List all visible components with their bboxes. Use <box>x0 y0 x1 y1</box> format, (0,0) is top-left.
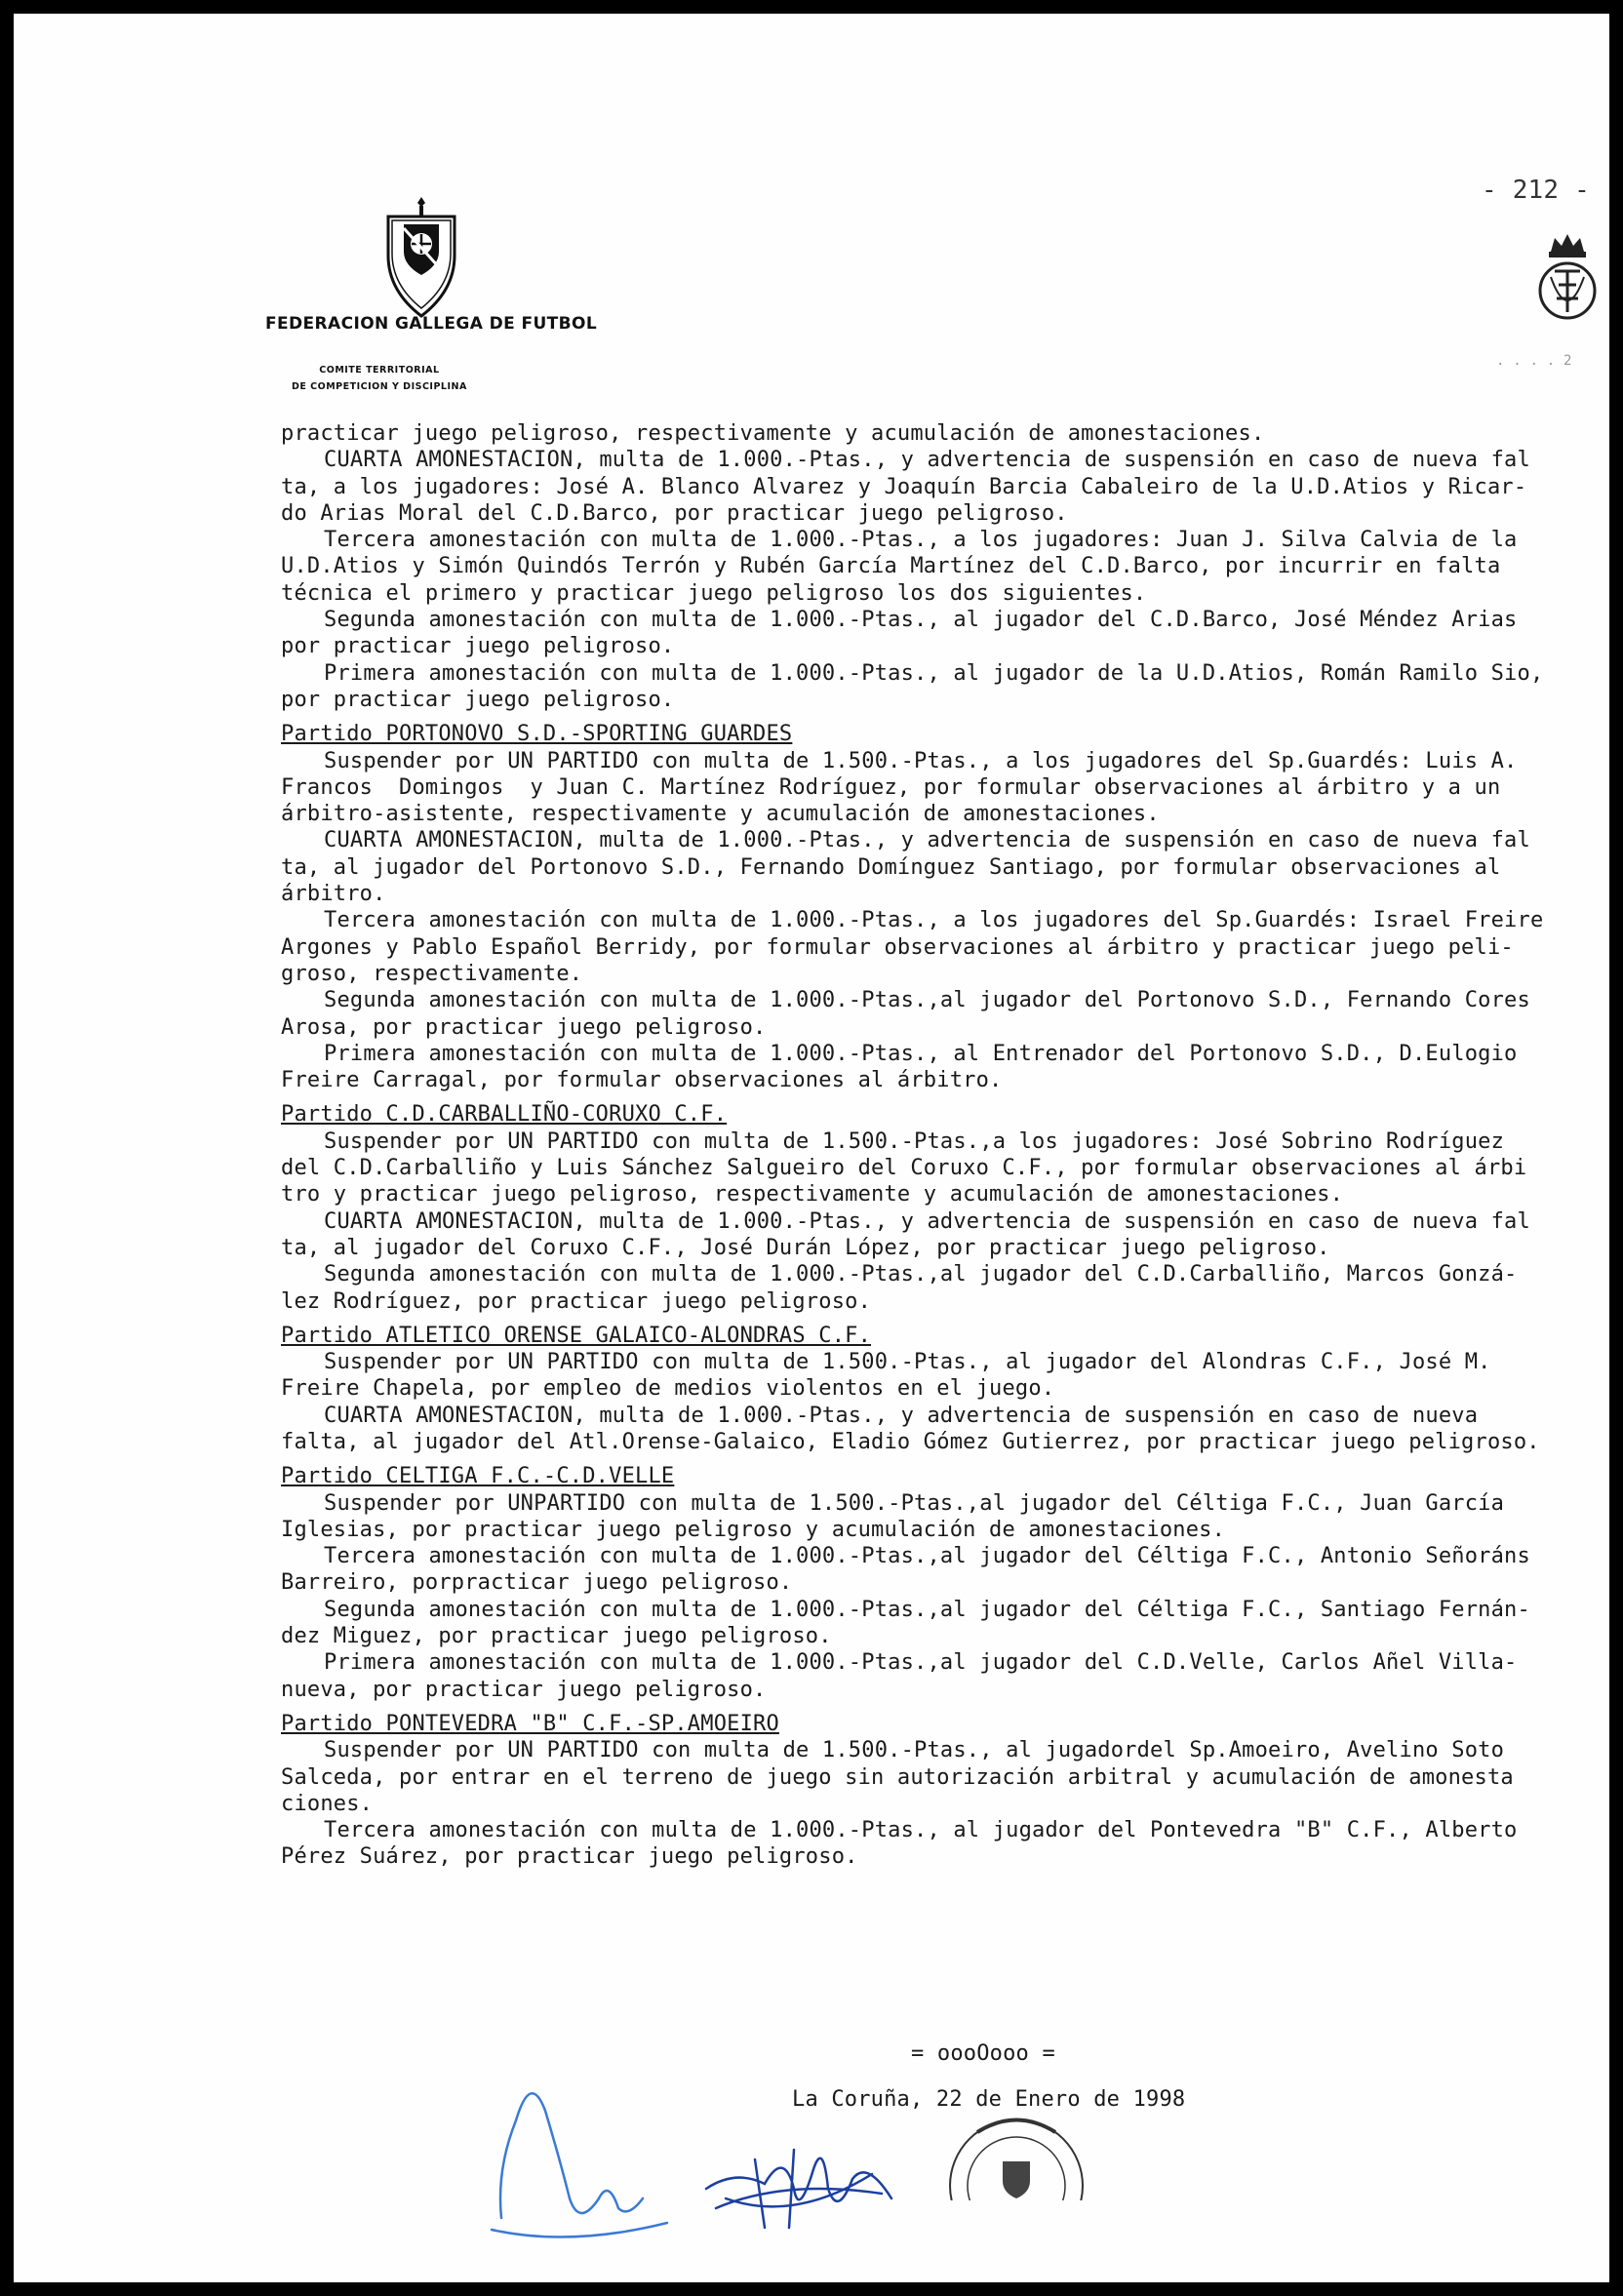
text-line: Freire Chapela, por empleo de medios violentos en el juego. <box>281 1376 1055 1402</box>
text-line: Segunda amonestación con multa de 1.000.-Ptas.,al jugador del Céltiga F.C., Santiago Fernán- <box>324 1597 1530 1622</box>
committee-name <box>292 362 467 395</box>
text-line: groso, respectivamente. <box>281 961 583 986</box>
text-line: CUARTA AMONESTACION, multa de 1.000.-Ptas., y advertencia de suspensión en caso de nueva fal <box>324 828 1530 853</box>
federation-shield-icon <box>382 195 460 318</box>
text-line: dez Miguez, por practicar juego peligroso. <box>281 1624 832 1649</box>
text-line: practicar juego peligroso, respectivamente y acumulación de amonestaciones. <box>281 421 1265 446</box>
text-line: ta, al jugador del Portonovo S.D., Fernando Domínguez Santiago, por formular observaciones al <box>281 854 1501 880</box>
text-line: CUARTA AMONESTACION, multa de 1.000.-Ptas., y advertencia de suspensión en caso de nueva fal <box>324 448 1530 473</box>
text-line: del C.D.Carballiño y Luis Sánchez Salgueiro del Coruxo C.F., por formular observaciones al árbi <box>281 1156 1527 1181</box>
text-line: do Arias Moral del C.D.Barco, por practicar juego peligroso. <box>281 500 1068 526</box>
text-line: ciones. <box>281 1791 374 1816</box>
text-line: por practicar juego peligroso. <box>281 687 675 712</box>
sheet <box>14 14 1609 2282</box>
text-line: árbitro. <box>281 882 386 907</box>
text-line: CUARTA AMONESTACION, multa de 1.000.-Ptas., y advertencia de suspensión en caso de nueva fal <box>324 1208 1530 1234</box>
text-line: ta, al jugador del Coruxo C.F., José Durán López, por practicar juego peligroso. <box>281 1235 1330 1260</box>
text-line: ta, a los jugadores: José A. Blanco Alvarez y Joaquín Barcia Cabaleiro de la U.D.Atios y Ricar- <box>281 474 1527 499</box>
text-line: tro y practicar juego peligroso, respectivamente y acumulación de amonestaciones. <box>281 1182 1344 1207</box>
place-date: La Coruña, 22 de Enero de 1998 <box>792 2087 1186 2112</box>
text-line: Iglesias, por practicar juego peligroso y acumulación de amonestaciones. <box>281 1517 1226 1542</box>
signature-1 <box>472 2052 677 2247</box>
document-body <box>281 420 1543 1871</box>
text-line: Barreiro, porpracticar juego peligroso. <box>281 1570 793 1596</box>
crown-crest-icon <box>1533 230 1602 324</box>
committee-line-1: COMITE TERRITORIAL <box>319 365 440 376</box>
match-heading: Partido CELTIGA F.C.-C.D.VELLE <box>281 1464 675 1489</box>
text-line: falta, al jugador del Atl.Orense-Galaico, Eladio Gómez Gutierrez, por practicar juego peligroso. <box>281 1429 1540 1454</box>
federation-stamp <box>919 2093 1085 2200</box>
federation-name: FEDERACION GALLEGA DE FUTBOL <box>265 314 598 334</box>
text-line: nueva, por practicar juego peligroso. <box>281 1677 767 1702</box>
signature-2 <box>696 2130 901 2237</box>
text-line: técnica el primero y practicar juego peligroso los dos siguientes. <box>281 580 1147 606</box>
text-line: Primera amonestación con multa de 1.000.-Ptas., al jugador de la U.D.Atios, Román Ramilo Sio, <box>324 660 1544 686</box>
text-line: Primera amonestación con multa de 1.000.-Ptas., al Entrenador del Portonovo S.D., D.Eulogio <box>324 1041 1518 1066</box>
text-line: Segunda amonestación con multa de 1.000.-Ptas.,al jugador del C.D.Carballiño, Marcos Gonzá- <box>324 1262 1518 1287</box>
separator: = oooOooo = <box>911 2041 1055 2066</box>
text-line: Suspender por UN PARTIDO con multa de 1.500.-Ptas., al jugadordel Sp.Amoeiro, Avelino Soto <box>324 1738 1505 1763</box>
text-line: Primera amonestación con multa de 1.000.-Ptas.,al jugador del C.D.Velle, Carlos Añel Villa- <box>324 1650 1518 1676</box>
text-line: Arosa, por practicar juego peligroso. <box>281 1014 767 1040</box>
text-line: Suspender por UN PARTIDO con multa de 1.500.-Ptas.,a los jugadores: José Sobrino Rodríguez <box>324 1128 1505 1154</box>
text-line: lez Rodríguez, por practicar juego peligroso. <box>281 1288 872 1314</box>
match-heading: Partido PONTEVEDRA "B" C.F.-SP.AMOEIRO <box>281 1711 779 1736</box>
committee-line-2: DE COMPETICION Y DISCIPLINA <box>292 381 467 392</box>
text-line: Freire Carragal, por formular observaciones al árbitro. <box>281 1068 1003 1093</box>
text-line: Suspender por UN PARTIDO con multa de 1.500.-Ptas., a los jugadores del Sp.Guardés: Luis A. <box>324 748 1518 773</box>
match-heading: Partido C.D.CARBALLIÑO-CORUXO C.F. <box>281 1102 728 1128</box>
text-line: Salceda, por entrar en el terreno de juego sin autorización arbitral y acumulación de amonesta <box>281 1764 1514 1790</box>
text-line: Segunda amonestación con multa de 1.000.-Ptas.,al jugador del Portonovo S.D., Fernando Cores <box>324 988 1530 1013</box>
text-line: Tercera amonestación con multa de 1.000.-Ptas., a los jugadores: Juan J. Silva Calvia de la <box>324 528 1518 553</box>
text-line: Segunda amonestación con multa de 1.000.-Ptas., al jugador del C.D.Barco, José Méndez Arias <box>324 608 1518 633</box>
text-line: CUARTA AMONESTACION, multa de 1.000.-Ptas., y advertencia de suspensión en caso de nueva <box>324 1403 1479 1428</box>
text-line: árbitro-asistente, respectivamente y acumulación de amonestaciones. <box>281 802 1160 827</box>
text-line: Francos Domingos y Juan C. Martínez Rodríguez, por formular observaciones al árbitro y a un <box>281 774 1501 800</box>
text-line: Suspender por UN PARTIDO con multa de 1.500.-Ptas., al jugador del Alondras C.F., José M. <box>324 1350 1491 1375</box>
text-line: Tercera amonestación con multa de 1.000.-Ptas., al jugador del Pontevedra "B" C.F., Alberto <box>324 1818 1518 1843</box>
text-line: Tercera amonestación con multa de 1.000.-Ptas., a los jugadores del Sp.Guardés: Israel Freire <box>324 908 1544 933</box>
match-heading: Partido ATLETICO ORENSE GALAICO-ALONDRAS C.F. <box>281 1323 872 1348</box>
text-line: Tercera amonestación con multa de 1.000.-Ptas.,al jugador del Céltiga F.C., Antonio Señoráns <box>324 1544 1530 1569</box>
faint-mark: . . . . 2 <box>1496 353 1572 369</box>
page-number: - 212 - <box>1482 176 1590 205</box>
text-line: Suspender por UNPARTIDO con multa de 1.500.-Ptas.,al jugador del Céltiga F.C., Juan García <box>324 1490 1505 1516</box>
text-line: Argones y Pablo Español Berridy, por formular observaciones al árbitro y practicar juego peli- <box>281 934 1514 960</box>
text-line: Pérez Suárez, por practicar juego peligroso. <box>281 1844 858 1870</box>
match-heading: Partido PORTONOVO S.D.-SPORTING GUARDES <box>281 722 793 747</box>
text-line: U.D.Atios y Simón Quindós Terrón y Rubén García Martínez del C.D.Barco, por incurrir en falta <box>281 554 1501 579</box>
text-line: por practicar juego peligroso. <box>281 634 675 659</box>
